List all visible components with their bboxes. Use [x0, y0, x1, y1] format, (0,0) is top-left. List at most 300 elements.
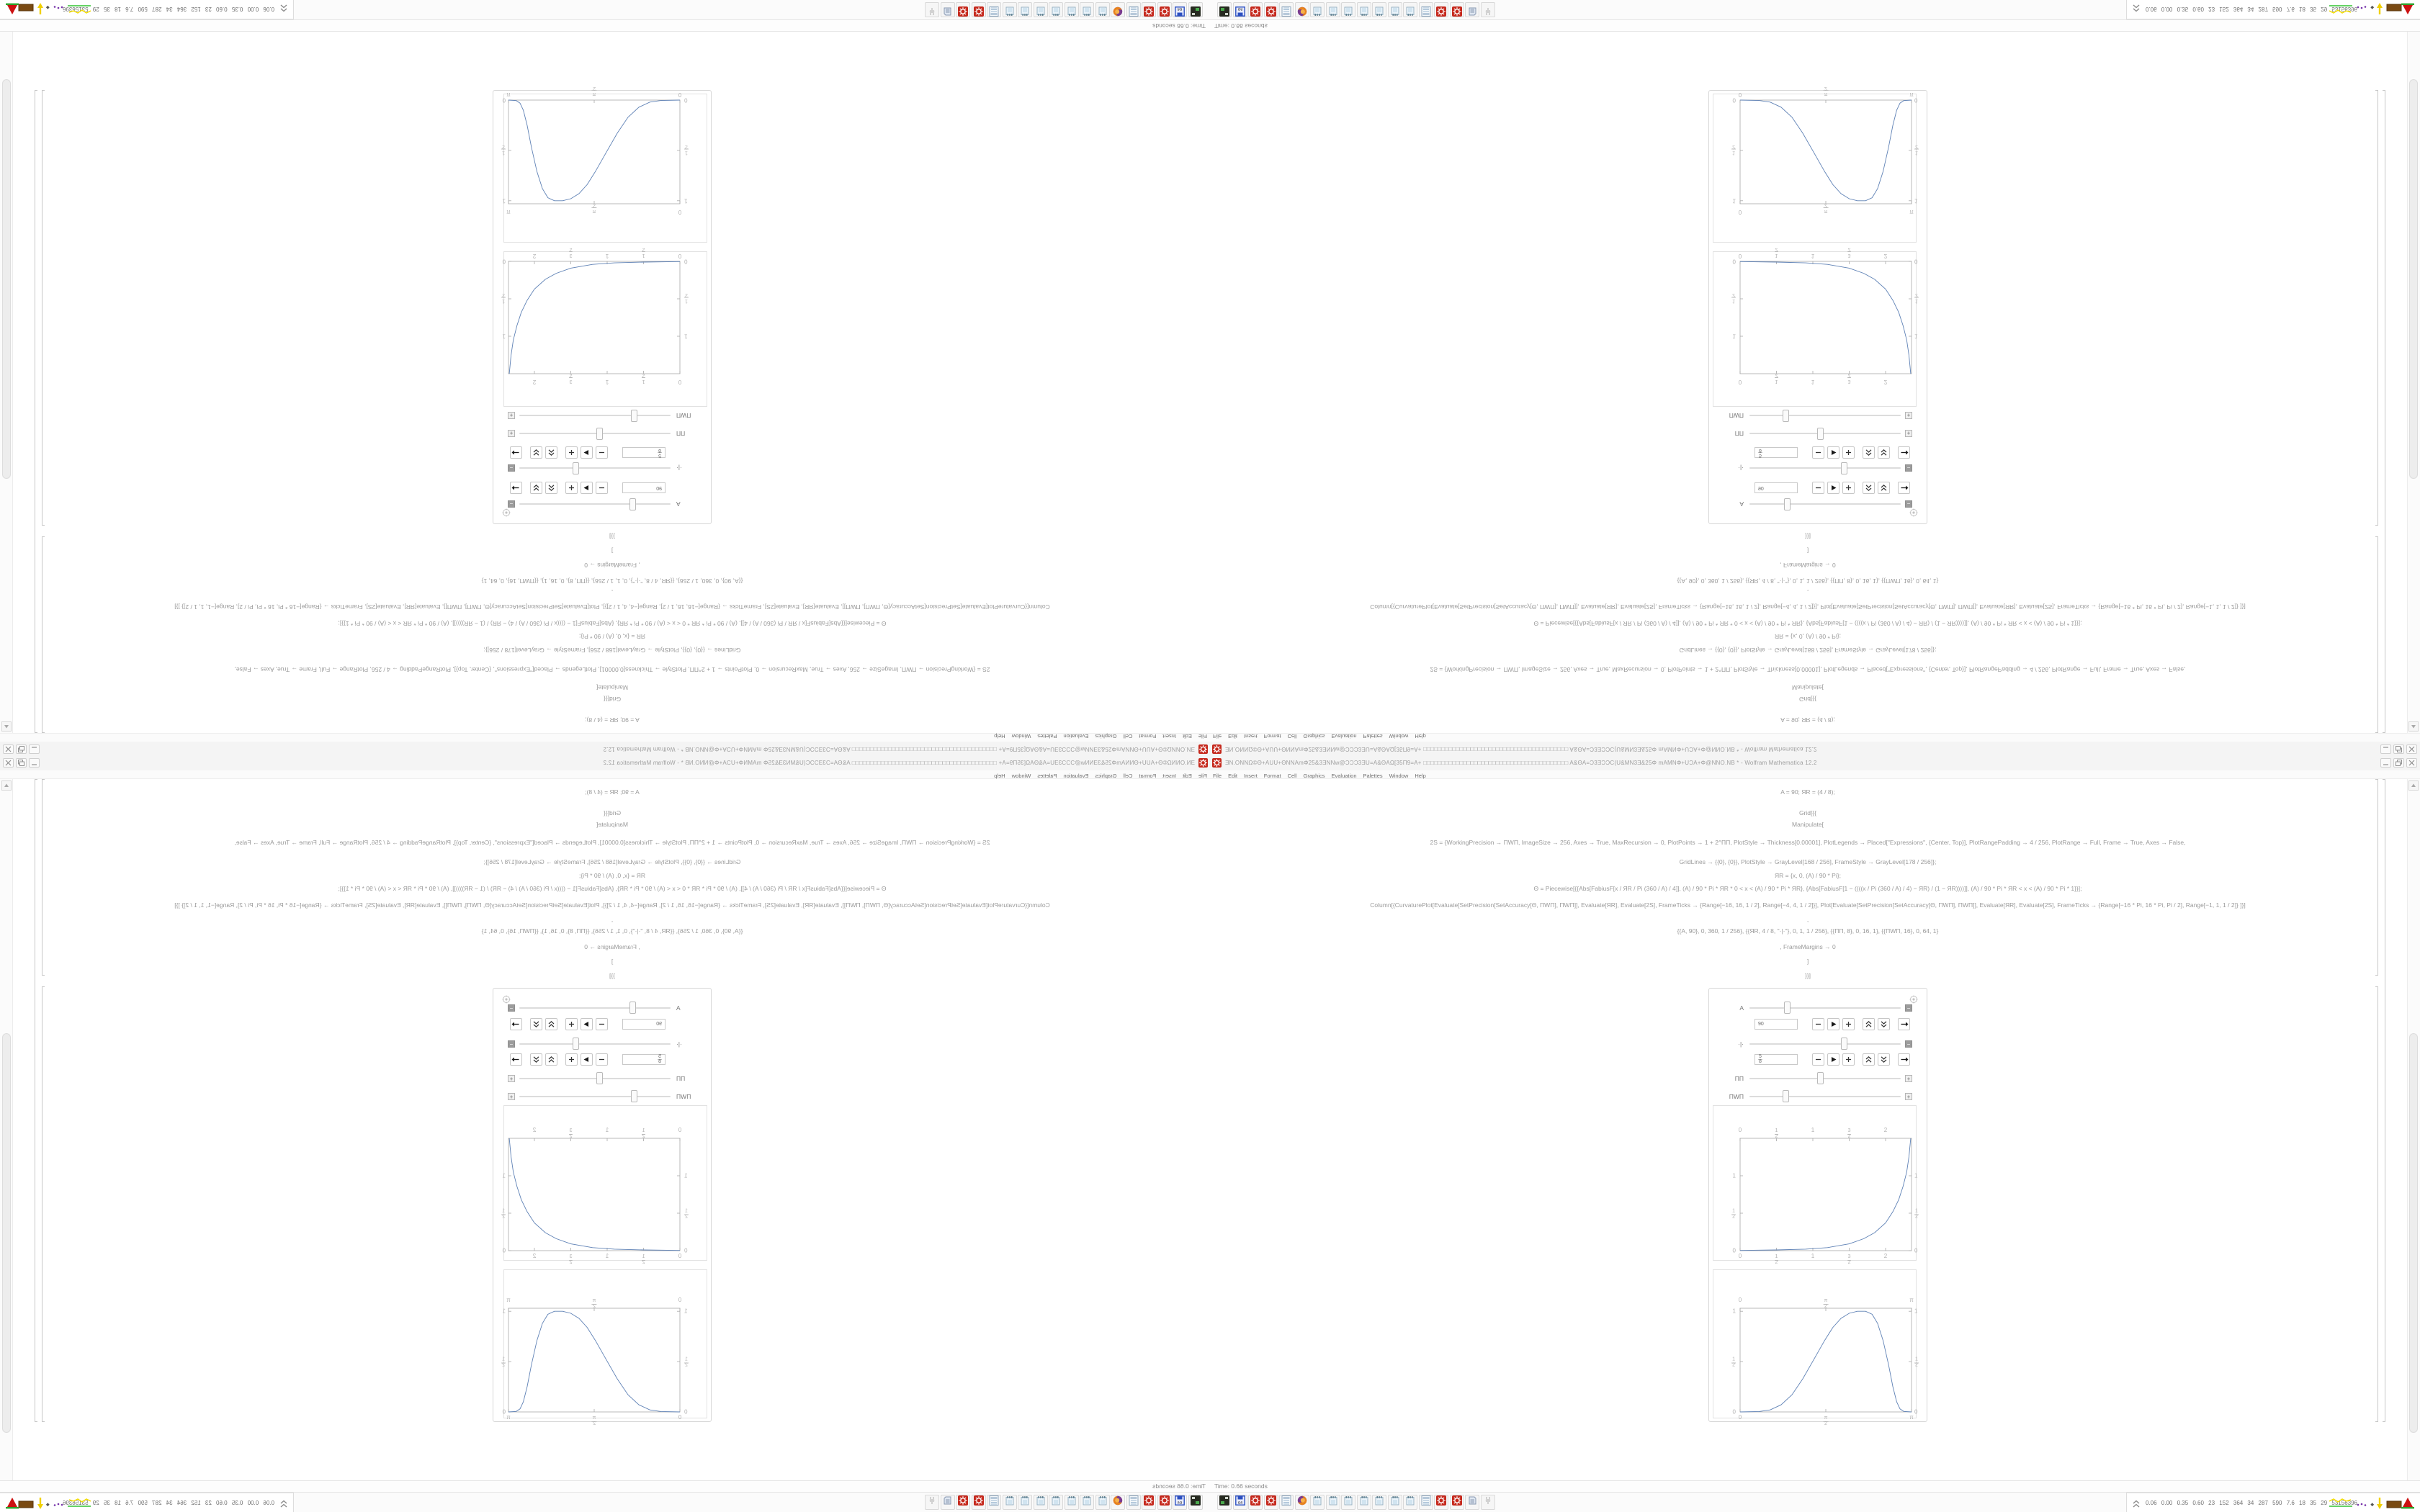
- menu-item-evaluation[interactable]: Evaluation: [1063, 733, 1089, 739]
- taskbar-button[interactable]: [1003, 2, 1017, 17]
- stepper-double-up-button[interactable]: [1863, 446, 1875, 459]
- menu-item-help[interactable]: Help: [1415, 773, 1426, 779]
- taskbar-button[interactable]: [941, 2, 955, 17]
- slider-ΠΠ[interactable]: [519, 433, 671, 434]
- stepper-plus-button[interactable]: [1842, 482, 1855, 494]
- taskbar-button[interactable]: [1388, 1495, 1402, 1510]
- menu-item-window[interactable]: Window: [1389, 733, 1409, 739]
- menu-item-graphics[interactable]: Graphics: [1303, 773, 1325, 779]
- taskbar-button[interactable]: [1310, 2, 1325, 17]
- scrollbar[interactable]: [2407, 32, 2420, 733]
- manipulate-options-gear-icon[interactable]: [1909, 509, 1918, 518]
- slider-thumb[interactable]: [1784, 1002, 1791, 1014]
- stepper-play-button[interactable]: [581, 482, 593, 494]
- slider-toggle-collapse[interactable]: −: [1905, 464, 1912, 472]
- taskbar-button[interactable]: [1264, 2, 1278, 17]
- slider-toggle-collapse[interactable]: −: [508, 500, 515, 508]
- taskbar-button[interactable]: [1217, 2, 1232, 17]
- taskbar-button[interactable]: [1049, 2, 1064, 17]
- slider-toggle-collapse[interactable]: −: [508, 464, 515, 472]
- window-title: ƎN.ONNΩ©Θ+AUU+ΘNNAmΦ25&3ƎNNw@ƆƆƆ3ƎU=A&ΘAΩ[35Π9=A+ □□□□□□□□□□□□□□□□□□□□□□□□□□□□□□□□□□□□□□□□ A&ΘA=Ɔ3ƎƆƆC(U&MN3Ǝ&25Φ mAMNΦ+UƆA+Φ@NNO.NB * - Wolfram Mathematica 12.2: [1225, 760, 1817, 766]
- taskbar-button[interactable]: [1157, 1495, 1172, 1510]
- stepper-minus-button[interactable]: [1812, 1018, 1824, 1030]
- taskbar-button[interactable]: [1111, 1495, 1126, 1510]
- x-tick-label: 0: [678, 1253, 682, 1259]
- slider-thumb[interactable]: [629, 1002, 636, 1014]
- slider-value-field[interactable]: 90: [1754, 482, 1798, 493]
- taskbar-button[interactable]: [1450, 1495, 1464, 1510]
- manipulate-options-gear-icon[interactable]: [1909, 994, 1918, 1003]
- slider-value-field[interactable]: 90: [622, 482, 666, 493]
- menu-item-edit[interactable]: Edit: [1182, 733, 1192, 739]
- stepper-arrow-right-button[interactable]: [1898, 1018, 1910, 1030]
- input-cell[interactable]: [1210, 503, 2406, 733]
- taskbar-button[interactable]: [1034, 2, 1048, 17]
- menu-item-file[interactable]: File: [1213, 773, 1222, 779]
- taskbar-button[interactable]: [1481, 1495, 1495, 1510]
- slider-thumb[interactable]: [573, 1038, 579, 1050]
- stepper-minus-button[interactable]: [1812, 1053, 1824, 1066]
- slider-ΠWΠ[interactable]: [519, 415, 671, 416]
- input-cell[interactable]: [14, 779, 1210, 1009]
- slider-thumb[interactable]: [1841, 462, 1847, 474]
- stepper-play-button[interactable]: [1827, 446, 1839, 459]
- y-tick-label: $\frac{1}{2}$: [502, 1356, 505, 1368]
- slider-thumb[interactable]: [1841, 1038, 1847, 1050]
- slider-thumb[interactable]: [1783, 1090, 1789, 1102]
- minimize-button[interactable]: [2380, 744, 2391, 754]
- menu-item-edit[interactable]: Edit: [1228, 733, 1238, 739]
- menu-item-format[interactable]: Format: [1139, 733, 1157, 739]
- taskbar-button[interactable]: [1126, 2, 1141, 17]
- slider-ΠWΠ[interactable]: [1749, 1096, 1901, 1097]
- stepper-plus-button[interactable]: [565, 1018, 578, 1030]
- x-tick-label: 1: [605, 253, 609, 259]
- plug-gray-icon: [1483, 3, 1493, 17]
- menu-item-graphics[interactable]: Graphics: [1303, 733, 1325, 739]
- menu-item-file[interactable]: File: [1198, 773, 1207, 779]
- stepper-arrow-right-button[interactable]: [1898, 446, 1910, 459]
- taskbar-button[interactable]: [1157, 2, 1172, 17]
- manipulate-options-gear-icon[interactable]: [502, 509, 511, 518]
- slider-ΠΠ[interactable]: [1749, 433, 1901, 434]
- stepper-plus-button[interactable]: [1842, 1053, 1855, 1066]
- scrollbar[interactable]: [0, 779, 13, 1480]
- taskbar-button[interactable]: [1279, 2, 1294, 17]
- manipulate-output-panel: [1708, 988, 1927, 1426]
- stepper-double-down-button[interactable]: [530, 446, 542, 459]
- slider-ΠWΠ[interactable]: [519, 1096, 671, 1097]
- slider-ΠΠ[interactable]: [1749, 1078, 1901, 1079]
- code-line: A = 90; ЯR = (4 / 8);: [1780, 716, 1835, 724]
- mathematica-red-icon: [1452, 1495, 1462, 1509]
- slider-value-field[interactable]: 90: [622, 1019, 666, 1030]
- stepper-double-up-button[interactable]: [545, 1018, 557, 1030]
- taskbar-button[interactable]: [1248, 1495, 1263, 1510]
- stepper-double-down-button[interactable]: [1878, 1053, 1890, 1066]
- taskbar-button[interactable]: [1465, 2, 1479, 17]
- scrollbar-thumb[interactable]: [2409, 79, 2418, 479]
- menu-item-help[interactable]: Help: [1415, 733, 1426, 739]
- stepper-double-down-button[interactable]: [1878, 446, 1890, 459]
- close-button[interactable]: [3, 744, 14, 754]
- stepper-arrow-right-button[interactable]: [1898, 1053, 1910, 1066]
- slider-value-field[interactable]: $\frac{5}{8}$: [1754, 1054, 1798, 1065]
- slider-label: A: [1739, 500, 1744, 508]
- cell-bracket-output[interactable]: [2375, 986, 2378, 1422]
- notebook-window: [0, 32, 1210, 733]
- taskbar-button[interactable]: [1372, 1495, 1386, 1510]
- taskbar-button[interactable]: [1080, 2, 1095, 17]
- taskbar-button[interactable]: [1310, 1495, 1325, 1510]
- system-monitor-graphs: [4, 1495, 92, 1512]
- menu-item-palettes[interactable]: Palettes: [1363, 773, 1383, 779]
- taskbar-button[interactable]: [1018, 1495, 1033, 1510]
- slider-label: ΠWΠ: [1729, 412, 1744, 419]
- taskbar-button[interactable]: [1142, 2, 1157, 17]
- stepper-minus-button[interactable]: [596, 446, 608, 459]
- y-tick-label: 0: [1732, 1247, 1736, 1254]
- stepper-arrow-right-button[interactable]: [510, 482, 522, 494]
- stepper-play-button[interactable]: [581, 446, 593, 459]
- menu-item-cell[interactable]: Cell: [1123, 773, 1133, 779]
- notepad-icon: [1390, 1495, 1400, 1509]
- stepper-play-button[interactable]: [581, 1018, 593, 1030]
- slider-toggle-collapse[interactable]: −: [1905, 1004, 1912, 1012]
- menu-item-evaluation[interactable]: Evaluation: [1331, 733, 1357, 739]
- scrollbar-thumb[interactable]: [2409, 1033, 2418, 1433]
- slider-A[interactable]: [1749, 503, 1901, 505]
- stepper-double-down-button[interactable]: [530, 1018, 542, 1030]
- menu-bar: [0, 733, 1210, 742]
- slider-toggle-collapse[interactable]: −: [1905, 1040, 1912, 1048]
- close-button[interactable]: [2406, 744, 2417, 754]
- taskbar-button[interactable]: [1279, 1495, 1294, 1510]
- minimize-button[interactable]: [29, 758, 40, 768]
- stepper-minus-button[interactable]: [596, 1053, 608, 1066]
- scrollbar-up-button[interactable]: [2408, 780, 2419, 791]
- taskbar-button[interactable]: [1065, 1495, 1079, 1510]
- taskbar-button[interactable]: [1403, 2, 1417, 17]
- menu-item-graphics[interactable]: Graphics: [1095, 733, 1117, 739]
- taskbar-button[interactable]: [1049, 1495, 1064, 1510]
- cell-bracket-input[interactable]: [42, 536, 45, 733]
- menu-item-insert[interactable]: Insert: [1162, 773, 1176, 779]
- taskbar-button[interactable]: [1341, 2, 1355, 17]
- taskbar-button[interactable]: [926, 1495, 940, 1510]
- menu-item-palettes[interactable]: Palettes: [1037, 733, 1057, 739]
- slider-toggle-expand[interactable]: +: [508, 1093, 515, 1100]
- slider-toggle-expand[interactable]: +: [1905, 430, 1912, 437]
- slider-toggle-collapse[interactable]: −: [508, 1040, 515, 1048]
- stepper-arrow-right-button[interactable]: [510, 446, 522, 459]
- taskbar-button[interactable]: [1434, 1495, 1448, 1510]
- taskbar-button[interactable]: [1465, 1495, 1479, 1510]
- taskbar-button[interactable]: [1419, 2, 1433, 17]
- menu-bar: [1210, 733, 2420, 742]
- y-tick-label: 1: [502, 1172, 506, 1179]
- status-text: Time: 0.66 seconds: [1152, 1482, 1206, 1490]
- menu-item-palettes[interactable]: Palettes: [1363, 733, 1383, 739]
- menu-item-graphics[interactable]: Graphics: [1095, 773, 1117, 779]
- cell-bracket-group[interactable]: [35, 90, 37, 733]
- scrollbar-thumb[interactable]: [2, 79, 11, 479]
- menu-item-format[interactable]: Format: [1263, 773, 1281, 779]
- taskbar-button[interactable]: [1450, 2, 1464, 17]
- taskbar-button[interactable]: [1188, 2, 1203, 17]
- taskbar-button[interactable]: [1341, 1495, 1355, 1510]
- slider-thumb[interactable]: [573, 462, 579, 474]
- taskbar-button[interactable]: [1065, 2, 1079, 17]
- x-tick-label: 1: [1811, 1127, 1815, 1133]
- x-tick-label: $\frac{3}{2}$: [1847, 1254, 1851, 1265]
- slider-ΠWΠ[interactable]: [1749, 415, 1901, 416]
- slider-thumb[interactable]: [1817, 428, 1824, 440]
- slider-thumb[interactable]: [596, 1072, 603, 1084]
- taskbar-button[interactable]: [1080, 1495, 1095, 1510]
- stepper-play-button[interactable]: [1827, 482, 1839, 494]
- stepper-plus-button[interactable]: [565, 482, 578, 494]
- stepper-double-up-button[interactable]: [545, 446, 557, 459]
- slider-toggle-collapse[interactable]: −: [508, 1004, 515, 1012]
- stepper-play-button[interactable]: [581, 1053, 593, 1066]
- slider-label: A: [1739, 1004, 1744, 1012]
- taskbar-button[interactable]: [987, 1495, 1002, 1510]
- taskbar-button[interactable]: [1233, 1495, 1247, 1510]
- stepper-double-down-button[interactable]: [1878, 482, 1890, 494]
- stepper-double-down-button[interactable]: [530, 482, 542, 494]
- cell-bracket-output[interactable]: [42, 986, 45, 1422]
- menu-item-window[interactable]: Window: [1389, 773, 1409, 779]
- slider-A[interactable]: [519, 503, 671, 505]
- taskbar-button[interactable]: [1357, 2, 1371, 17]
- floppy-save-icon: [1235, 1495, 1245, 1509]
- y-tick-label: $\frac{1}{2}$: [685, 1356, 688, 1368]
- menu-item-palettes[interactable]: Palettes: [1037, 773, 1057, 779]
- manipulate-options-gear-icon[interactable]: [502, 994, 511, 1003]
- code-line: {{A, 90}, 0, 360, 1 / 256}, {{ЯR, 4 / 8, "·|·"}, 0, 1, 1 / 256}, {{ΠΠ, 8}, 0, 16, 1}, {{ΠWΠ, 16}, 0, 64, 1}: [481, 927, 743, 935]
- taskbar-button[interactable]: [1326, 2, 1340, 17]
- cell-bracket-group[interactable]: [35, 779, 37, 1422]
- cell-bracket-output[interactable]: [2375, 90, 2378, 526]
- input-cell[interactable]: [1210, 779, 2406, 1009]
- x-tick-label: $\frac{3}{2}$: [569, 1128, 573, 1139]
- slider-thumb[interactable]: [631, 1090, 637, 1102]
- close-button[interactable]: [3, 758, 14, 768]
- menu-item-cell[interactable]: Cell: [1287, 773, 1297, 779]
- scrollbar-up-button[interactable]: [2408, 721, 2419, 732]
- stepper-play-button[interactable]: [1827, 1053, 1839, 1066]
- taskbar-button[interactable]: [1388, 2, 1402, 17]
- taskbar-button[interactable]: [1111, 2, 1126, 17]
- slider-·|·[interactable]: [519, 467, 671, 469]
- slider-toggle-expand[interactable]: +: [1905, 1075, 1912, 1082]
- code-line: ЯR = {x, 0, (A) / 90 * Pi};: [1775, 633, 1841, 640]
- slider-·|·[interactable]: [1749, 467, 1901, 469]
- minimize-button[interactable]: [29, 744, 40, 754]
- slider-value-field[interactable]: 5 8: [622, 447, 666, 458]
- menu-item-evaluation[interactable]: Evaluation: [1331, 773, 1357, 779]
- taskbar-button[interactable]: [1481, 2, 1495, 17]
- restore-button[interactable]: [16, 744, 27, 754]
- stepper-minus-button[interactable]: [1812, 482, 1824, 494]
- stepper-arrow-right-button[interactable]: [1898, 482, 1910, 494]
- restore-button[interactable]: [16, 758, 27, 768]
- slider-toggle-expand[interactable]: +: [1905, 1093, 1912, 1100]
- notepad-icon: [1098, 1495, 1108, 1509]
- double-up-chevron-icon: [280, 0, 287, 13]
- taskbar-button[interactable]: [987, 2, 1002, 17]
- stepper-plus-button[interactable]: [1842, 1018, 1855, 1030]
- cell-bracket-input[interactable]: [2375, 536, 2378, 733]
- slider-ΠΠ[interactable]: [519, 1078, 671, 1079]
- taskbar-button[interactable]: [1372, 2, 1386, 17]
- stepper-plus-button[interactable]: [565, 446, 578, 459]
- menu-item-insert[interactable]: Insert: [1162, 733, 1176, 739]
- stepper-minus-button[interactable]: [596, 482, 608, 494]
- close-button[interactable]: [2406, 758, 2417, 768]
- taskbar-button[interactable]: [1142, 1495, 1157, 1510]
- slider-value-field[interactable]: 5 8: [1754, 447, 1798, 458]
- cell-bracket-group[interactable]: [2383, 779, 2385, 1422]
- slider-thumb[interactable]: [596, 428, 603, 440]
- y-tick-label: 0: [1914, 96, 1918, 104]
- stepper-double-up-button[interactable]: [1863, 1018, 1875, 1030]
- menu-item-insert[interactable]: Insert: [1244, 733, 1258, 739]
- package-dark-icon: [1191, 3, 1201, 17]
- stepper-double-down-button[interactable]: [1878, 1018, 1890, 1030]
- taskbar-button[interactable]: [1233, 2, 1247, 17]
- stepper-plus-button[interactable]: [1842, 446, 1855, 459]
- input-cell[interactable]: [14, 503, 1210, 733]
- stepper-arrow-right-button[interactable]: [510, 1018, 522, 1030]
- scrollbar[interactable]: [2407, 779, 2420, 1480]
- slider-toggle-collapse[interactable]: −: [1905, 500, 1912, 508]
- stepper-double-up-button[interactable]: [545, 1053, 557, 1066]
- taskbar-button[interactable]: [1126, 1495, 1141, 1510]
- taskbar-button[interactable]: [956, 1495, 971, 1510]
- taskbar-button[interactable]: [1264, 1495, 1278, 1510]
- stepper-play-button[interactable]: [1827, 1018, 1839, 1030]
- taskbar-button[interactable]: [972, 2, 986, 17]
- system-monitor: [2126, 1493, 2420, 1512]
- stepper-plus-button[interactable]: [565, 1053, 578, 1066]
- taskbar-button[interactable]: [1217, 1495, 1232, 1510]
- cell-bracket-input[interactable]: [42, 779, 45, 976]
- stepper-double-down-button[interactable]: [530, 1053, 542, 1066]
- taskbar-button[interactable]: [926, 2, 940, 17]
- scrollbar-up-button[interactable]: [1, 780, 12, 791]
- menu-item-cell[interactable]: Cell: [1123, 733, 1133, 739]
- slider-toggle-expand[interactable]: +: [508, 412, 515, 419]
- slider-A[interactable]: [519, 1007, 671, 1009]
- taskbar-button[interactable]: [1434, 2, 1448, 17]
- menu-item-window[interactable]: Window: [1011, 773, 1031, 779]
- code-line: Grid[{{: [603, 809, 622, 816]
- taskbar-button[interactable]: [1357, 1495, 1371, 1510]
- slider-thumb[interactable]: [629, 498, 636, 510]
- scroll-doc-icon: [943, 1495, 953, 1509]
- x-tick-label: 0: [1738, 209, 1742, 215]
- menu-item-edit[interactable]: Edit: [1182, 773, 1192, 779]
- scrollbar-thumb[interactable]: [2, 1033, 11, 1433]
- minimize-button[interactable]: [2380, 758, 2391, 768]
- menu-item-format[interactable]: Format: [1263, 733, 1281, 739]
- slider-thumb[interactable]: [1817, 1072, 1824, 1084]
- slider-·|·[interactable]: [519, 1043, 671, 1045]
- menu-item-help[interactable]: Help: [994, 733, 1005, 739]
- slider-thumb[interactable]: [631, 410, 637, 422]
- notepad-icon: [1098, 3, 1108, 17]
- taskbar-button[interactable]: [1003, 1495, 1017, 1510]
- taskbar-button[interactable]: [1173, 2, 1188, 17]
- slider-toggle-expand[interactable]: +: [508, 1075, 515, 1082]
- slider-value-field[interactable]: 90: [1754, 1019, 1798, 1030]
- stepper-double-up-button[interactable]: [1863, 482, 1875, 494]
- taskbar-button[interactable]: [1018, 2, 1033, 17]
- slider-toggle-expand[interactable]: +: [508, 430, 515, 437]
- stepper-double-up-button[interactable]: [1863, 1053, 1875, 1066]
- taskbar-button[interactable]: [1403, 1495, 1417, 1510]
- floppy-save-icon: [1175, 3, 1186, 17]
- menu-item-cell[interactable]: Cell: [1287, 733, 1297, 739]
- menu-item-file[interactable]: File: [1213, 733, 1222, 739]
- taskbar-button[interactable]: [1295, 1495, 1309, 1510]
- taskbar-button[interactable]: [1095, 1495, 1110, 1510]
- y-tick-label: 1 2: [1915, 144, 1918, 156]
- taskbar-button[interactable]: [972, 1495, 986, 1510]
- menu-item-edit[interactable]: Edit: [1228, 773, 1238, 779]
- taskbar-button[interactable]: [1095, 2, 1110, 17]
- slider-·|·[interactable]: [1749, 1043, 1901, 1045]
- slider-A[interactable]: [1749, 1007, 1901, 1009]
- stepper-minus-button[interactable]: [596, 1018, 608, 1030]
- menu-item-window[interactable]: Window: [1011, 733, 1031, 739]
- taskbar-button[interactable]: [1188, 1495, 1203, 1510]
- restore-button[interactable]: [2393, 744, 2404, 754]
- cell-bracket-group[interactable]: [2383, 90, 2385, 733]
- taskbar-button[interactable]: [1295, 2, 1309, 17]
- taskbar-button[interactable]: [1419, 1495, 1433, 1510]
- menu-item-format[interactable]: Format: [1139, 773, 1157, 779]
- cell-bracket-input[interactable]: [2375, 779, 2378, 976]
- desktop-screen: [0, 0, 1210, 756]
- menu-item-file[interactable]: File: [1198, 733, 1207, 739]
- stepper-arrow-right-button[interactable]: [510, 1053, 522, 1066]
- menu-item-insert[interactable]: Insert: [1244, 773, 1258, 779]
- taskbar-button[interactable]: [941, 1495, 955, 1510]
- slider-value-field[interactable]: $\frac{5}{8}$: [622, 1054, 666, 1065]
- taskbar-button[interactable]: [956, 2, 971, 17]
- scrollbar-up-button[interactable]: [1, 721, 12, 732]
- mathematica-app-icon: [1212, 758, 1222, 768]
- taskbar-button[interactable]: [1173, 1495, 1188, 1510]
- manipulate-output-panel: [1708, 86, 1927, 524]
- menu-item-help[interactable]: Help: [994, 773, 1005, 779]
- scrollbar[interactable]: [0, 32, 13, 733]
- stepper-minus-button[interactable]: [1812, 446, 1824, 459]
- menu-item-evaluation[interactable]: Evaluation: [1063, 773, 1089, 779]
- taskbar-button[interactable]: [1034, 1495, 1048, 1510]
- slider-thumb[interactable]: [1783, 410, 1789, 422]
- cell-bracket-output[interactable]: [42, 90, 45, 526]
- taskbar-button[interactable]: [1326, 1495, 1340, 1510]
- stepper-double-up-button[interactable]: [545, 482, 557, 494]
- slider-toggle-expand[interactable]: +: [1905, 412, 1912, 419]
- taskbar-button[interactable]: [1248, 2, 1263, 17]
- restore-button[interactable]: [2393, 758, 2404, 768]
- slider-thumb[interactable]: [1784, 498, 1791, 510]
